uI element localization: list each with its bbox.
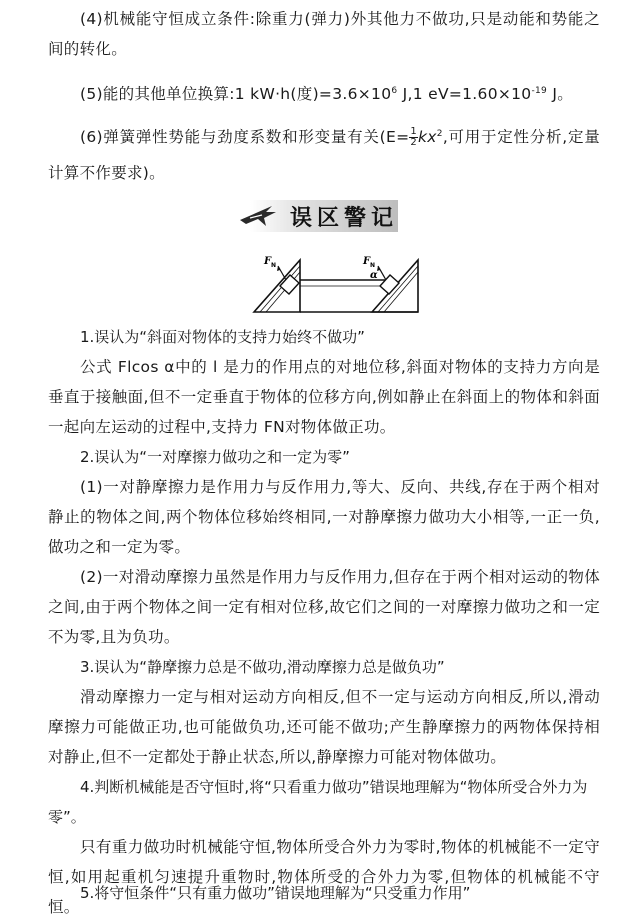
label-alpha: α <box>370 270 378 281</box>
item-1-text: 公式 Flcos α中的 l 是力的作用点的对地位移,斜面对物体的支持力方向是垂直于接触面,但不一定垂直于物体的位移方向,例如静止在斜面上的物体和斜面一起向左运动的过程中,支持力 FN对物体做正功。 <box>48 358 600 436</box>
paragraph-6: (6)弹簧弹性势能与劲度系数和形变量有关(E= $\frac{1}{2}$ $kx^2$,可用于定性分析,定量计算不作要求)。 <box>48 126 601 183</box>
item-2-text-a: (1)一对静摩擦力是作用力与反作用力,等大、反向、共线,存在于两个相对静止的物体之间,两个物体位移始终相同,一对静摩擦力做功大小相等,一正一负,做功之和一定为零。 <box>48 478 600 556</box>
item-1-heading: 1.误认为“斜面对物体的支持力始终不做功” <box>80 328 365 346</box>
item-2-text-b: (2)一对滑动摩擦力虽然是作用力与反作用力,但存在于两个相对运动的物体之间,由于两个物体之间一定有相对位移,故它们之间的一对摩擦力做功之和一定不为零,且为负功。 <box>48 568 600 646</box>
paragraph-4: (4)机械能守恒成立条件:除重力(弹力)外其他力不做功,只是动能和势能之间的转化。 <box>48 10 600 58</box>
item-5-heading: 5.将守恒条件“只有重力做功”错误地理解为“只受重力作用” <box>80 884 471 902</box>
banner-title: 误区警记 <box>290 205 399 231</box>
fraction-one-half: $\frac{1}{2}$ <box>410 126 418 149</box>
label-fn-left-sub: N <box>271 262 277 269</box>
section-banner <box>236 196 398 236</box>
label-fn-right-sub: N <box>370 262 376 269</box>
item-3-heading: 3.误认为“静摩擦力总是不做功,滑动摩擦力总是做负功” <box>80 658 445 676</box>
paragraph-5: (5)能的其他单位换算:1 kW·h(度)$=3.6\times 10^6$ J,1 $eV=1.60\times 10^{-19}$ J。 <box>80 85 573 104</box>
incline-diagram <box>250 250 420 318</box>
label-fn-right: F <box>363 256 371 267</box>
item-2-heading: 2.误认为“一对摩擦力做功之和一定为零” <box>80 448 350 466</box>
item-3-text: 滑动摩擦力一定与相对运动方向相反,但不一定与运动方向相反,所以,滑动摩擦力可能做正功,也可能做负功,还可能不做功;产生静摩擦力的两物体保持相对静止,但不一定都处于静止状态,所以,静摩擦力可能对物体做功。 <box>48 688 600 766</box>
airplane-icon <box>236 198 280 234</box>
item-4-heading: 4.判断机械能是否守恒时,将“只看重力做功”错误地理解为“物体所受合外力为零”。 <box>48 778 588 826</box>
item-4-text: 只有重力做功时机械能守恒,物体所受合外力为零时,物体的机械能不一定守恒,如用起重机匀速提升重物时,物体所受的合外力为零,但物体的机械能不守恒。 <box>48 838 600 916</box>
label-fn-left: F <box>264 256 272 267</box>
